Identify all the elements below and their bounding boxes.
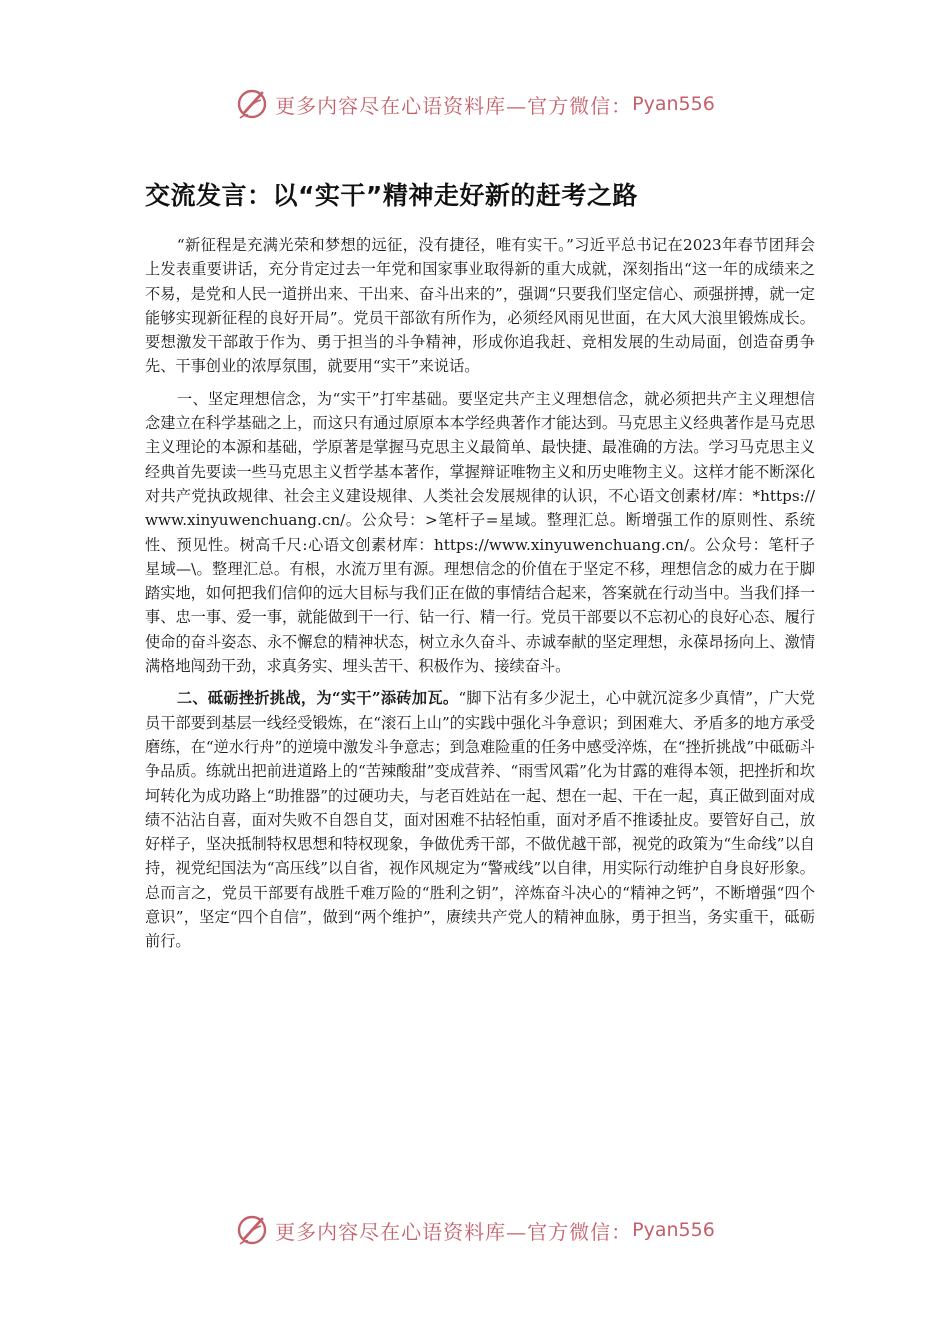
section-one-paragraph: 一、坚定理想信念，为“实干”打牢基础。要坚定共产主义理想信念，就必须把共产主义理想信念建立在科学基础之上，而这只有通过原原本本学经典著作才能达到。马克思主义经典著作是马克思主义理论的本源和基础，学原著是掌握马克思主义最简单、最快捷、最准确的方法。学习马克思主义经典首先要读一些马克思主义哲学基本著作，掌握辩证唯物主义和历史唯物主义。这样才能不断深化对共产党执政规律、社会主义建设规律、人类社会发展规律的认识，不心语文创素材/库：*https://www.xinyuwenchuang.cn/。公众号：>笔杆子=星域。整理汇总。断增强工作的原则性、系统性、预见性。树高千尺:心语文创素材库：https://www.xinyuwenchuang.cn/。公众号：笔杆子星域—\。整理汇总。有根，水流万里有源。理想信念的价值在于坚定不移，理想信念的威力在于脚踏实地，如何把我们信仰的远大目标与我们正在做的事情结合起来，答案就在行动当中。当我们择一事、忠一事、爱一事，就能做到干一行、钻一行、精一行。党员干部要以不忘初心的良好心态、履行使命的奋斗姿态、永不懈怠的精神状态，树立永久奋斗、赤诚奉献的坚定理想，永葆昂扬向上、激情满格地闯劲干劲，求真务实、埋头苦干、积极作为、接续奋斗。 (145, 389, 815, 676)
document-body (145, 233, 815, 962)
watermark-wechat-id: Pyan556 (632, 93, 715, 115)
intro-paragraph: “新征程是充满光荣和梦想的远征，没有捷径，唯有实干。”习近平总书记在2023年春节团拜会上发表重要讲话，充分肯定过去一年党和国家事业取得新的重大成就，深刻指出“这一年的成绩来之不易，是党和人民一道拼出来、干出来、奋斗出来的”，强调“只要我们坚定信心、顽强拼搏，就一定能够实现新征程的良好开局”。党员干部欲有所作为，必须经风雨见世面，在大风大浪里锻炼成长。要想激发干部敢于作为、勇于担当的斗争精神，形成你追我赶、竞相发展的生动局面，创造奋勇争先、干事创业的浓厚氛围，就要用“实干”来说话。 (145, 236, 815, 376)
pen-logo-icon (235, 86, 271, 122)
section-two-paragraph (145, 686, 815, 953)
watermark-text: 更多内容尽在心语资料库—官方微信： (275, 93, 633, 118)
pen-logo-icon (235, 1212, 271, 1248)
header-watermark-banner (0, 84, 950, 124)
section-two-body: “脚下沾有多少泥土，心中就沉淀多少真情”，广大党员干部要到基层一线经受锻炼，在“滚石上山”的实践中强化斗争意识；到困难大、矛盾多的地方承受磨练，在“逆水行舟”的逆境中激发斗争意志；到急难险重的任务中感受淬炼，在“挫折挑战”中砥砺斗争品质。练就出把前进道路上的“苦辣酸甜”变成营养、“雨雪风霜”化为甘露的难得本领，把挫折和坎坷转化为成功路上“助推器”的过硬功夫，与老百姓站在一起、想在一起、干在一起，真正做到面对成绩不沾沾自喜，面对失败不自怨自艾，面对困难不拈轻怕重，面对矛盾不推诿扯皮。要管好自己，放好样子，坚决抵制特权思想和特权现象，争做优秀干部，不做优越干部，视党的政策为“生命线”以自持，视党纪国法为“高压线”以自省，视作风规定为“警戒线”以自律，用实际行动维护自身良好形象。总而言之，党员干部要有战胜千难万险的“胜利之钥”，淬炼奋斗决心的“精神之钙”，不断增强“四个意识”，坚定“四个自信”，做到“两个维护”，赓续共产党人的精神血脉，勇于担当，务实重干，砥砺前行。 (145, 689, 815, 951)
section-two-heading: 二、砥砺挫折挑战，为“实干”添砖加瓦。 (176, 689, 459, 708)
document-title: 交流发言：以“实干”精神走好新的赶考之路 (145, 181, 638, 210)
watermark-wechat-id: Pyan556 (632, 1219, 715, 1241)
footer-watermark-banner (0, 1210, 950, 1250)
watermark-text: 更多内容尽在心语资料库—官方微信： (275, 1219, 633, 1244)
